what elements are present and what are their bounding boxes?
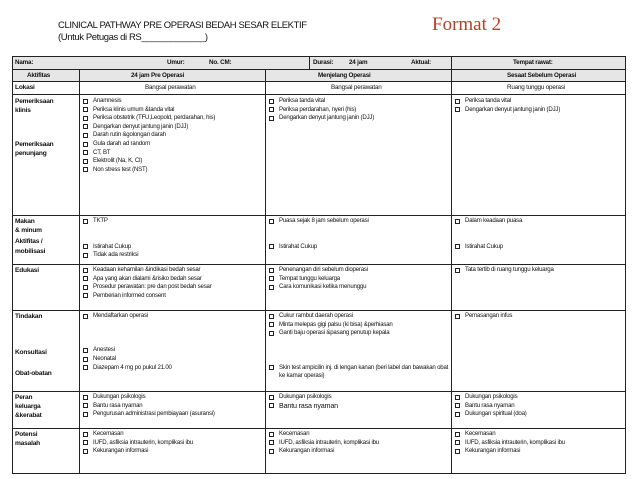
- checkbox[interactable]: [269, 285, 274, 290]
- checkbox[interactable]: [83, 276, 88, 281]
- checklist-item[interactable]: Dukungan psikologis: [269, 393, 338, 402]
- durasi-label: Durasi:: [313, 59, 334, 66]
- checkbox[interactable]: [455, 314, 460, 319]
- checklist-item[interactable]: Periksa tanda vital: [455, 97, 560, 106]
- nama-label: Nama:: [15, 59, 34, 66]
- peran-row: [13, 391, 625, 428]
- aktifitas-label-2: mobilisasi: [15, 248, 46, 255]
- checklist-item[interactable]: Istirahat Cukup: [269, 243, 369, 252]
- makan-row: [13, 215, 625, 264]
- checklist-item[interactable]: Minta melepas gigi palsu (ki bisa) &perhiasan: [269, 321, 449, 330]
- checklist-item[interactable]: Pemberian informed consent: [83, 292, 212, 301]
- col-header-aktifitas: Aktifitas: [27, 72, 51, 79]
- checklist-item[interactable]: Periksa perdarahan, nyeri (his): [269, 106, 374, 115]
- checkbox[interactable]: [83, 244, 88, 249]
- checkbox[interactable]: [455, 412, 460, 417]
- checkbox[interactable]: [83, 99, 88, 104]
- checklist-item[interactable]: Gula darah ad random: [83, 140, 215, 149]
- checklist-item[interactable]: Dengarkan denyut jantung janin (DJJ): [455, 106, 560, 115]
- col-header-sesaat: Sesaat Sebelum Operasi: [507, 72, 577, 79]
- checkbox[interactable]: [83, 432, 88, 437]
- checkbox[interactable]: [269, 395, 274, 400]
- tindakan-col2-list: [269, 312, 449, 381]
- title-line-1: CLINICAL PATHWAY PRE OPERASI BEDAH SESAR ELEKTIF: [58, 20, 307, 31]
- pemeriksaan-penunjang-label-2: penunjang: [15, 150, 47, 157]
- checkbox[interactable]: [83, 285, 88, 290]
- checklist-item[interactable]: IUFD, asfiksia intrauterin, komplikasi ibu: [455, 439, 565, 448]
- checklist-item[interactable]: Kekurangan informasi: [83, 447, 193, 456]
- edukasi-col2-list: [269, 266, 368, 292]
- checkbox[interactable]: [83, 253, 88, 258]
- checklist-item[interactable]: Diazepam 4 mg po pukul 21.00: [83, 364, 172, 373]
- makan-label-1: Makan: [15, 218, 35, 225]
- checklist-item[interactable]: Non stress test (NST): [83, 166, 215, 175]
- checklist-item[interactable]: Mendaftarkan operasi: [83, 312, 172, 321]
- checkbox[interactable]: [83, 116, 88, 121]
- checkbox[interactable]: [83, 314, 88, 319]
- checklist-item[interactable]: Tempat tunggu keluarga: [269, 275, 368, 284]
- checklist-item[interactable]: Pemasangan infus: [455, 312, 512, 321]
- checklist-item[interactable]: Cara komunikasi ketika menunggu: [269, 283, 368, 292]
- checklist-item[interactable]: Kekurangan informasi: [269, 447, 379, 456]
- col-header-24jam: 24 jam Pre Operasi: [131, 72, 185, 79]
- checklist-item[interactable]: TKTP: [83, 217, 138, 226]
- durasi-value: 24 jam: [349, 59, 368, 66]
- checklist-item[interactable]: Elektrolit (Na, K, Cl): [83, 157, 215, 166]
- title-line-2: (Untuk Petugas di RS_____________): [58, 32, 208, 43]
- makan-col1-list: [83, 217, 138, 260]
- lokasi-row: [13, 81, 625, 94]
- checkbox[interactable]: [455, 99, 460, 104]
- edukasi-col1-list: [83, 266, 212, 300]
- checkbox[interactable]: [455, 219, 460, 224]
- checklist-item[interactable]: Kecemasan: [83, 430, 193, 439]
- checkbox[interactable]: [455, 107, 460, 112]
- makan-label-2: & minum: [15, 227, 42, 234]
- checkbox[interactable]: [269, 432, 274, 437]
- lokasi-label: Lokasi: [15, 84, 35, 91]
- checkbox[interactable]: [83, 357, 88, 362]
- checkbox[interactable]: [455, 268, 460, 273]
- konsultasi-label: Konsultasi: [15, 349, 47, 356]
- umur-label: Umur:: [167, 59, 185, 66]
- checkbox[interactable]: [269, 314, 274, 319]
- checkbox[interactable]: [455, 432, 460, 437]
- checkbox[interactable]: [269, 244, 274, 249]
- peran-label-3: &kerabat: [15, 412, 42, 419]
- makan-col3-list: [455, 217, 522, 251]
- lokasi-col2: Bangsal perawatan: [331, 84, 382, 91]
- checkbox[interactable]: [83, 124, 88, 129]
- column-header-row: [13, 69, 625, 81]
- checklist-item[interactable]: Neonatal: [83, 355, 172, 364]
- tindakan-col3-list: [455, 312, 512, 321]
- potensi-label-1: Potensi: [15, 431, 38, 438]
- checkbox[interactable]: [83, 403, 88, 408]
- peran-label-1: Peran: [15, 394, 33, 401]
- checkbox[interactable]: [269, 440, 274, 445]
- checkbox[interactable]: [269, 322, 274, 327]
- checklist-item[interactable]: Bantu rasa nyaman: [269, 402, 338, 411]
- checklist-item[interactable]: Penenangan diri sebelum dioperasi: [269, 266, 368, 275]
- edukasi-row: [13, 264, 625, 310]
- potensi-col3-list: [455, 430, 565, 456]
- pemeriksaan-col2-list: [269, 97, 374, 123]
- checklist-item[interactable]: Istirahat Cukup: [83, 243, 138, 252]
- pemeriksaan-col1-list: [83, 97, 215, 174]
- checkbox[interactable]: [83, 348, 88, 353]
- aktual-label: Aktual:: [411, 59, 431, 66]
- checklist-item[interactable]: Periksa tanda vital: [269, 97, 374, 106]
- checkbox[interactable]: [455, 244, 460, 249]
- checklist-item[interactable]: Dukungan spiritual (doa): [455, 410, 527, 419]
- pemeriksaan-klinis-label-2: klinis: [15, 107, 31, 114]
- checkbox[interactable]: [269, 449, 274, 454]
- checkbox[interactable]: [269, 116, 274, 121]
- checklist-item[interactable]: Dengarkan denyut jantung janin (DJJ): [269, 114, 374, 123]
- checkbox[interactable]: [455, 395, 460, 400]
- checkbox[interactable]: [83, 440, 88, 445]
- makan-col2-list: [269, 217, 369, 251]
- aktifitas-label-1: Aktifitas /: [15, 238, 43, 245]
- checkbox[interactable]: [83, 159, 88, 164]
- col-header-menjelang: Menjelang Operasi: [318, 72, 371, 79]
- tindakan-col1-list: [83, 312, 172, 372]
- tempat-rawat-label: Tempat rawat:: [513, 59, 553, 66]
- checkbox[interactable]: [83, 395, 88, 400]
- edukasi-label: Edukasi: [15, 267, 39, 274]
- checklist-item[interactable]: Dengarkan denyut jantung janin (DJJ): [83, 123, 215, 132]
- lokasi-col1: Bangsal perawatan: [145, 84, 196, 91]
- checklist-item[interactable]: Prosedur perawatan: pre dan post bedah sesar: [83, 283, 212, 292]
- peran-label-2: keluarga: [15, 403, 41, 410]
- checkbox[interactable]: [83, 412, 88, 417]
- checkbox[interactable]: [83, 219, 88, 224]
- checklist-item[interactable]: Puasa sejak 8 jam sebelum operasi: [269, 217, 369, 226]
- checklist-item[interactable]: IUFD, asfiksia intrauterin, komplikasi ibu: [83, 439, 193, 448]
- potensi-col1-list: [83, 430, 193, 456]
- format-label: Format 2: [432, 14, 502, 35]
- checkbox[interactable]: [83, 107, 88, 112]
- tindakan-label: Tindakan: [15, 313, 43, 320]
- peran-col2-list: [269, 393, 338, 410]
- checklist-item[interactable]: Bantu rasa nyaman: [83, 402, 215, 411]
- checkbox[interactable]: [269, 219, 274, 224]
- checklist-item[interactable]: Dalam keadaan puasa: [455, 217, 522, 226]
- checkbox[interactable]: [83, 365, 88, 370]
- checklist-item[interactable]: Keadaan kehamilan &indikasi bedah sesar: [83, 266, 212, 275]
- checklist-item[interactable]: Periksa klinis umum &tanda vital: [83, 106, 215, 115]
- clinical-pathway-form: [12, 56, 626, 474]
- checkbox[interactable]: [83, 133, 88, 138]
- potensi-col2-list: [269, 430, 379, 456]
- checkbox[interactable]: [269, 99, 274, 104]
- checkbox[interactable]: [83, 150, 88, 155]
- pemeriksaan-penunjang-label-1: Pemeriksaan: [15, 141, 54, 148]
- checklist-item[interactable]: Skin test ampicilin inj. di lengan kanan (beri label dan bawakan obat ke kamar operasi): [269, 364, 449, 381]
- header-row: [13, 57, 625, 69]
- pemeriksaan-klinis-label-1: Pemeriksaan: [15, 98, 54, 105]
- checkbox[interactable]: [83, 167, 88, 172]
- potensi-label-2: masalah: [15, 440, 40, 447]
- checklist-item[interactable]: Tata tertib di ruang tunggu keluarga: [455, 266, 554, 275]
- peran-col1-list: [83, 393, 215, 419]
- checkbox[interactable]: [83, 449, 88, 454]
- edukasi-col3-list: [455, 266, 554, 275]
- checklist-item[interactable]: Dukungan psikologis: [83, 393, 215, 402]
- nocm-label: No. CM:: [209, 59, 232, 66]
- checkbox[interactable]: [83, 268, 88, 273]
- peran-col3-list: [455, 393, 527, 419]
- pemeriksaan-row: [13, 94, 625, 215]
- checkbox[interactable]: [455, 403, 460, 408]
- checklist-item[interactable]: IUFD, asfiksia intrauterin, komplikasi ibu: [269, 439, 379, 448]
- checklist-item[interactable]: CT, BT: [83, 149, 215, 158]
- page-title: [58, 20, 307, 44]
- checklist-item[interactable]: Bantu rasa nyaman: [455, 402, 527, 411]
- checkbox[interactable]: [269, 268, 274, 273]
- checkbox[interactable]: [269, 403, 274, 408]
- tindakan-row: [13, 310, 625, 391]
- checklist-item[interactable]: Dukungan psikologis: [455, 393, 527, 402]
- checkbox[interactable]: [83, 293, 88, 298]
- checklist-item[interactable]: Istirahat Cukup: [455, 243, 522, 252]
- checkbox[interactable]: [455, 449, 460, 454]
- checklist-item[interactable]: Kecemasan: [455, 430, 565, 439]
- checklist-item[interactable]: Darah rutin &golongan darah: [83, 131, 215, 140]
- checklist-item[interactable]: Kecemasan: [269, 430, 379, 439]
- checkbox[interactable]: [83, 142, 88, 147]
- pemeriksaan-col3-list: [455, 97, 560, 114]
- lokasi-col3: Ruang tunggu operasi: [507, 84, 565, 91]
- checklist-item[interactable]: Apa yang akan dialami &risiko bedah sesar: [83, 275, 212, 284]
- checkbox[interactable]: [269, 276, 274, 281]
- checkbox[interactable]: [269, 107, 274, 112]
- checklist-item[interactable]: Tidak ada restriksi: [83, 251, 138, 260]
- checklist-item[interactable]: Cukur rambut daerah operasi: [269, 312, 449, 321]
- checklist-item[interactable]: Anamnesis: [83, 97, 215, 106]
- checkbox[interactable]: [269, 365, 274, 370]
- obat-label: Obat-obatan: [15, 370, 52, 377]
- checklist-item[interactable]: Periksa obstetrik (TFU,Leopold, perdarahan, his): [83, 114, 215, 123]
- checklist-item[interactable]: Ganti baju operasi &pasang penutup kepala: [269, 329, 449, 338]
- checklist-item[interactable]: Kekurangan informasi: [455, 447, 565, 456]
- potensi-row: [13, 428, 625, 474]
- checklist-item[interactable]: Anestesi: [83, 346, 172, 355]
- checkbox[interactable]: [455, 440, 460, 445]
- checkbox[interactable]: [269, 331, 274, 336]
- checklist-item[interactable]: Pengurusan administrasi pembiayaan (asuransi): [83, 410, 215, 419]
